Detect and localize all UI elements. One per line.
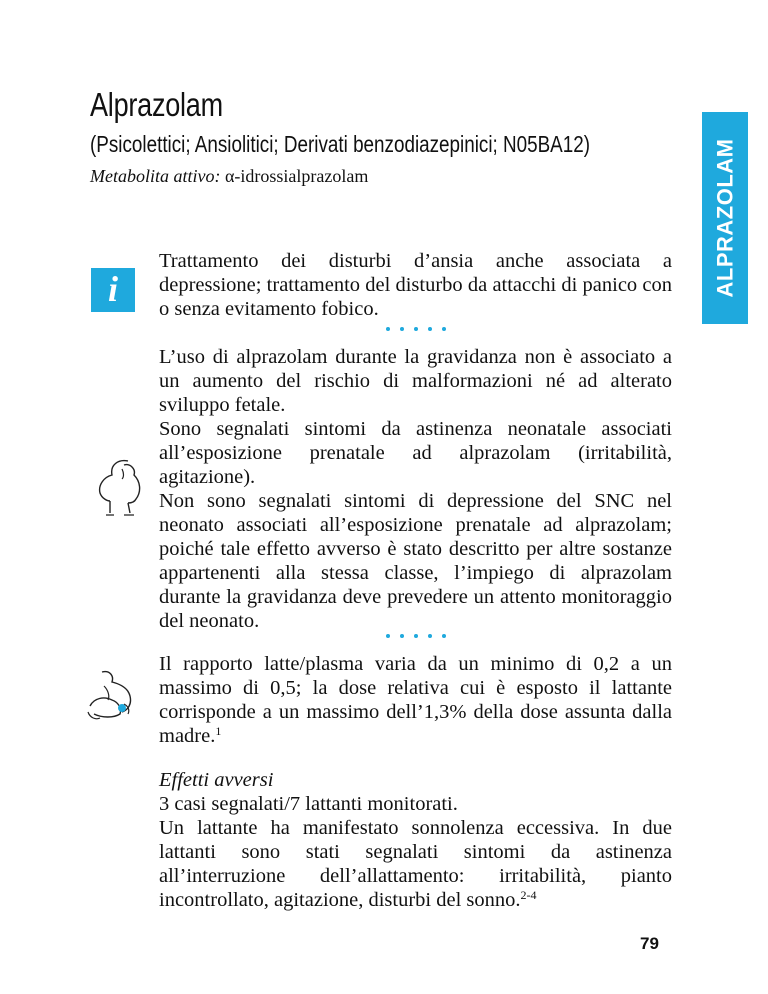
pregnancy-paragraph: Non sono segnalati sintomi di depressione del SNC nel neonato associati all’esposizione prenatale ad alprazolam; poiché tale effetto avverso è stato descritto per altre sostanze appartenenti alla stessa classe, l’impiego di alprazolam durante la gravidanza deve prevedere un attento monitoraggio del neonato. <box>159 490 672 632</box>
pregnant-woman-icon <box>88 455 150 530</box>
side-tab-label: ALPRAZOLAM <box>712 138 738 298</box>
adverse-body: Un lattante ha manifestato sonnolenza eccessiva. In due lattanti sono stati segnalati sintomi da astinenza all’interruzione dell’allattamento: irritabilità, pianto incontrollato, agitazione, disturbi del sonno. <box>159 817 672 911</box>
section-separator <box>386 327 446 333</box>
metabolite-label: Metabolita attivo: <box>90 166 221 186</box>
info-glyph: i <box>107 269 118 309</box>
side-tab <box>702 112 748 324</box>
pregnancy-section <box>159 345 672 633</box>
adverse-text <box>159 816 672 912</box>
info-icon <box>91 268 135 312</box>
reference-marker: 1 <box>215 724 222 738</box>
lactation-text <box>159 652 672 748</box>
pregnancy-paragraph: Sono segnalati sintomi da astinenza neonatale associati all’esposizione prenatale ad alprazolam (irritabilità, agitazione). <box>159 418 672 488</box>
breastfeeding-icon <box>84 666 148 731</box>
active-metabolite <box>90 166 368 187</box>
lactation-section <box>159 652 672 748</box>
section-separator <box>386 634 446 640</box>
indications-section <box>159 249 672 321</box>
adverse-heading-text: Effetti avversi <box>159 769 274 791</box>
adverse-effects-section <box>159 768 672 912</box>
page-number: 79 <box>640 934 659 953</box>
adverse-summary: 3 casi segnalati/7 lattanti monitorati. <box>159 793 458 815</box>
lactation-body: Il rapporto latte/plasma varia da un minimo di 0,2 a un massimo di 0,5; la dose relativa cui è esposto il lattante corrisponde a un massimo dell’1,3% della dose assunta dalla madre. <box>159 653 672 747</box>
metabolite-value: α-idrossialprazolam <box>224 166 369 186</box>
reference-marker: 2-4 <box>520 888 537 902</box>
page-title: Alprazolam <box>90 86 223 123</box>
pregnancy-paragraph: L’uso di alprazolam durante la gravidanza non è associato a un aumento del rischio di malformazioni né ad alterato sviluppo fetale. <box>159 346 672 416</box>
drug-classification: (Psicolettici; Ansiolitici; Derivati benzodiazepinici; N05BA12) <box>90 131 591 157</box>
indications-text: Trattamento dei disturbi d’ansia anche associata a depressione; trattamento del disturbo da attacchi di panico con o senza evitamento fobico. <box>159 250 672 320</box>
adverse-effects-heading <box>159 768 672 792</box>
